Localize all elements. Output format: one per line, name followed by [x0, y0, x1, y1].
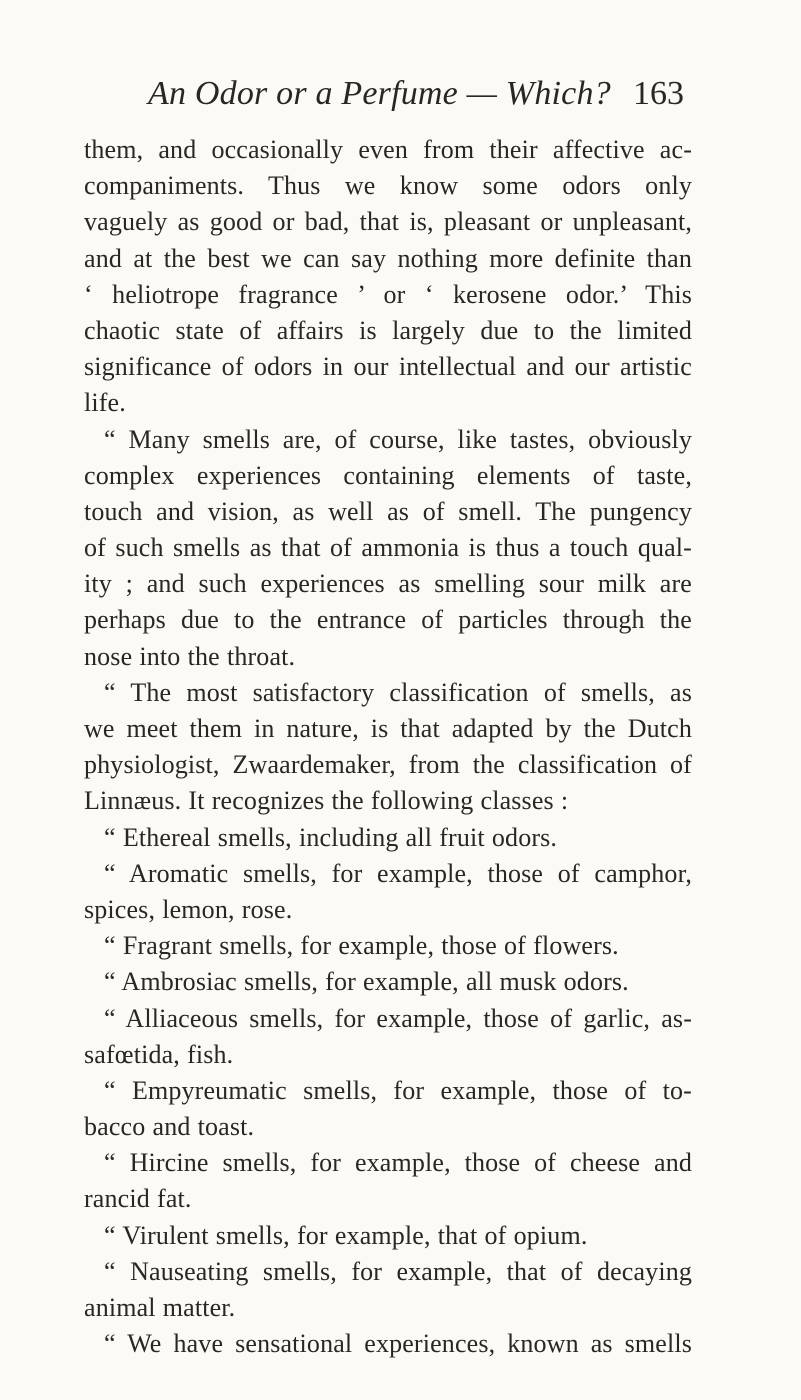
text-line: spices, lemon, rose. [84, 894, 293, 924]
text-line: perhaps due to the entrance of particles through the [84, 605, 692, 635]
text-line: “ Empyreumatic smells, for example, those of to- [104, 1075, 692, 1105]
text-line: complex experiences containing elements of taste, [84, 460, 692, 490]
text-line: “ We have sensational experiences, known as smells [104, 1329, 692, 1359]
text-line: them, and occasionally even from their affective ac- [84, 135, 692, 164]
running-head [148, 72, 684, 116]
text-line: “ Aromatic smells, for example, those of camphor, [104, 858, 692, 888]
text-line: animal matter. [84, 1293, 236, 1322]
text-line: “ Nauseating smells, for example, that of decaying [104, 1256, 692, 1286]
text-line: ity ; and such experiences as smelling sour milk are [84, 569, 692, 599]
text-line: “ Many smells are, of course, like tastes, obviously [104, 424, 692, 454]
text-line: “ Fragrant smells, for example, those of flowers. [104, 931, 619, 961]
body-text [84, 132, 692, 1362]
text-line: “ Ethereal smells, including all fruit odors. [104, 822, 558, 852]
text-line: “ Alliaceous smells, for example, those of garlic, as- [104, 1003, 692, 1033]
text-line: “ The most satisfactory classification of smells, as [104, 677, 692, 707]
running-title: An Odor or a Perfume — Which? [148, 75, 611, 112]
text-line: chaotic state of affairs is largely due to the limited [84, 315, 692, 345]
text-line: safœtida, fish. [84, 1039, 234, 1069]
text-line: rancid fat. [84, 1184, 192, 1214]
page-number: 163 [633, 75, 684, 112]
text-line: “ Ambrosiac smells, for example, all musk odors. [104, 967, 629, 997]
text-line: nose into the throat. [84, 641, 296, 671]
text-line: ‘ heliotrope fragrance ’ or ‘ kerosene odor.’ This [84, 279, 692, 309]
text-line: and at the best we can say nothing more definite than [84, 243, 692, 273]
text-line: Linnæus. It recognizes the following classes : [84, 786, 569, 816]
text-line: “ Virulent smells, for example, that of opium. [104, 1220, 588, 1250]
text-line: vaguely as good or bad, that is, pleasant or unpleasant, [84, 207, 692, 237]
text-line: physiologist, Zwaardemaker, from the classification of [84, 750, 692, 780]
text-line: bacco and toast. [84, 1112, 255, 1142]
text-line: touch and vision, as well as of smell. The pungency [84, 496, 692, 526]
text-line: life. [84, 388, 126, 418]
text-line: significance of odors in our intellectual and our artistic [84, 352, 692, 382]
text-line: of such smells as that of ammonia is thus a touch qual- [84, 533, 692, 563]
text-line: “ Hircine smells, for example, those of cheese and [104, 1148, 692, 1178]
text-line: companiments. Thus we know some odors only [84, 171, 692, 201]
text-line: we meet them in nature, is that adapted by the Dutch [84, 714, 692, 743]
